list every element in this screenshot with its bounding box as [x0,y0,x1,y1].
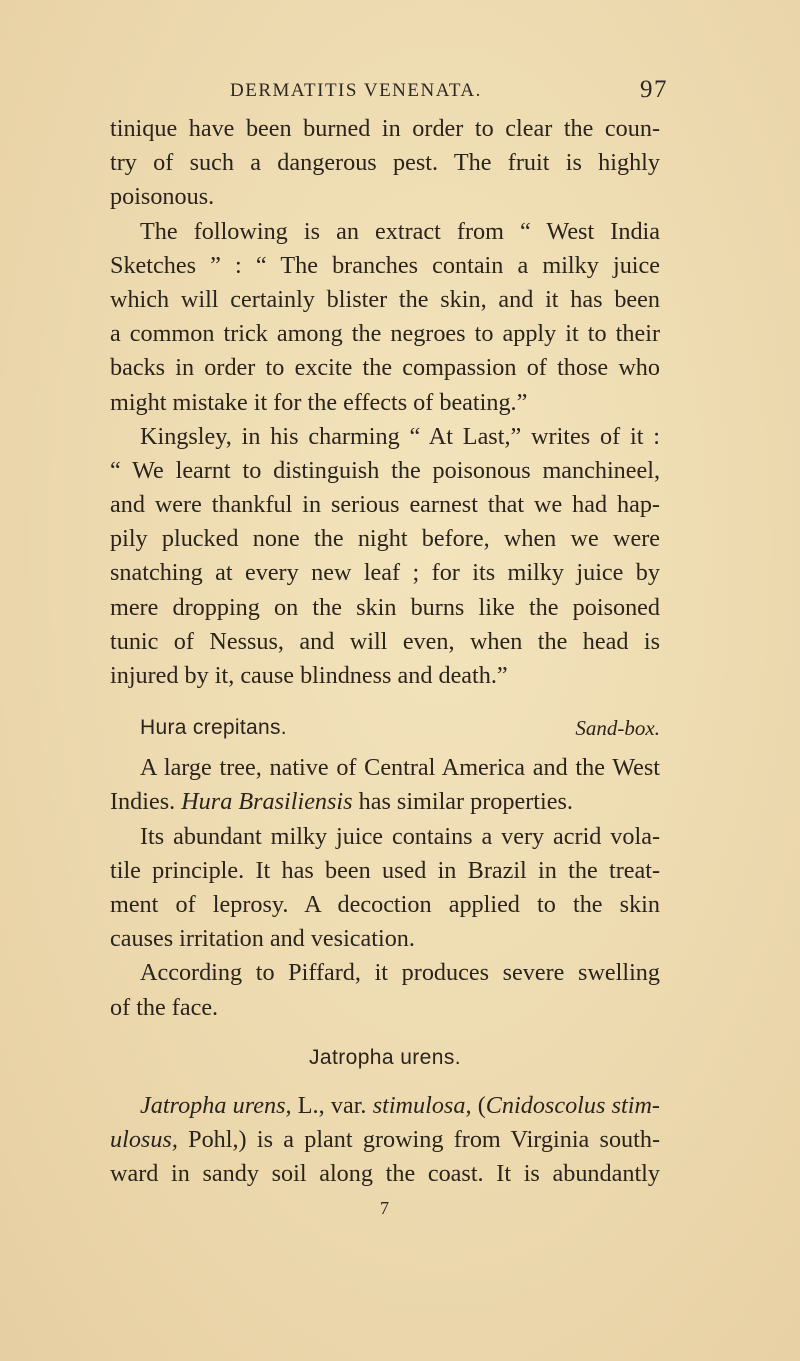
paragraph-piffard [110,956,660,1024]
text-run: has similar properties. [352,788,573,816]
text-line: pily plucked none the night before, when we were [110,525,660,553]
heading-botanical-name: Hura crepitans. [140,716,287,740]
paragraph-hura [110,751,660,956]
text-line: which will certainly blister the skin, and it has been [110,285,660,313]
signature-mark: 7 [380,1198,389,1218]
text-line: poisonous. [110,183,215,211]
species-name: Jatropha urens, [140,1091,292,1119]
text-line: backs in order to excite the compassion of those who [110,354,660,382]
text-run: Indies. [110,788,182,816]
section-heading-hura [110,705,660,739]
text-line: Its abundant milky juice contains a very acrid vola- [140,822,660,850]
body-text [110,112,660,1191]
variety-name: stimulosa, [372,1091,472,1119]
text-line: Sketches ” : “ The branches contain a milky juice [110,251,660,279]
text-line: ward in sandy soil along the coast. It is abundantly [110,1160,660,1188]
text-line: A large tree, native of Central America and the West [140,754,660,782]
text-line: tile principle. It has been used in Brazil in the treat- [110,856,660,884]
running-title: DERMATITIS VENENATA. [230,80,482,101]
text-run: L., var. [291,1091,373,1119]
paragraph-kingsley [110,420,660,694]
synonym-name: Cnidoscolus stim- [485,1091,660,1119]
text-line: mere dropping on the skin burns like the poisoned [110,593,660,621]
text-line: of the face. [110,993,219,1021]
text-run: ( [471,1091,486,1119]
synonym-name: ulosus, [110,1125,178,1153]
text-line: “ We learnt to distinguish the poisonous manchineel, [110,456,660,484]
text-line: ment of leprosy. A decoction applied to the skin [110,890,660,918]
text-line [110,1123,660,1157]
text-line: Kingsley, in his charming “ At Last,” writes of it : [140,422,660,450]
text-line [110,1089,660,1123]
text-line: snatching at every new leaf ; for its milky juice by [110,559,660,587]
heading-common-name: Sand-box. [575,716,660,741]
text-line: injured by it, cause blindness and death.” [110,662,508,689]
paragraph-west-india [110,215,660,420]
text-run: Pohl,) is a plant growing from Virginia south- [177,1125,660,1153]
text-line: causes irritation and vesication. [110,925,415,953]
text-line: a common trick among the negroes to apply it to their [110,320,660,348]
text-line: try of such a dangerous pest. The fruit is highly [110,149,660,177]
paragraph-continuation [110,112,660,215]
text-line: According to Piffard, it produces severe swelling [140,959,660,987]
paragraph-jatropha [110,1089,660,1192]
section-heading-jatropha: Jatropha urens. [309,1045,461,1069]
text-line: tunic of Nessus, and will even, when the head is [110,627,660,655]
text-line: and were thankful in serious earnest that we had hap- [110,491,660,519]
text-line: The following is an extract from “ West India [140,217,660,245]
species-name: Hura Brasiliensis [181,788,353,816]
page-number: 97 [640,76,668,103]
text-line [110,785,660,819]
text-line: tinique have been burned in order to clear the coun- [110,115,660,142]
text-line: might mistake it for the effects of beating.” [110,388,528,416]
